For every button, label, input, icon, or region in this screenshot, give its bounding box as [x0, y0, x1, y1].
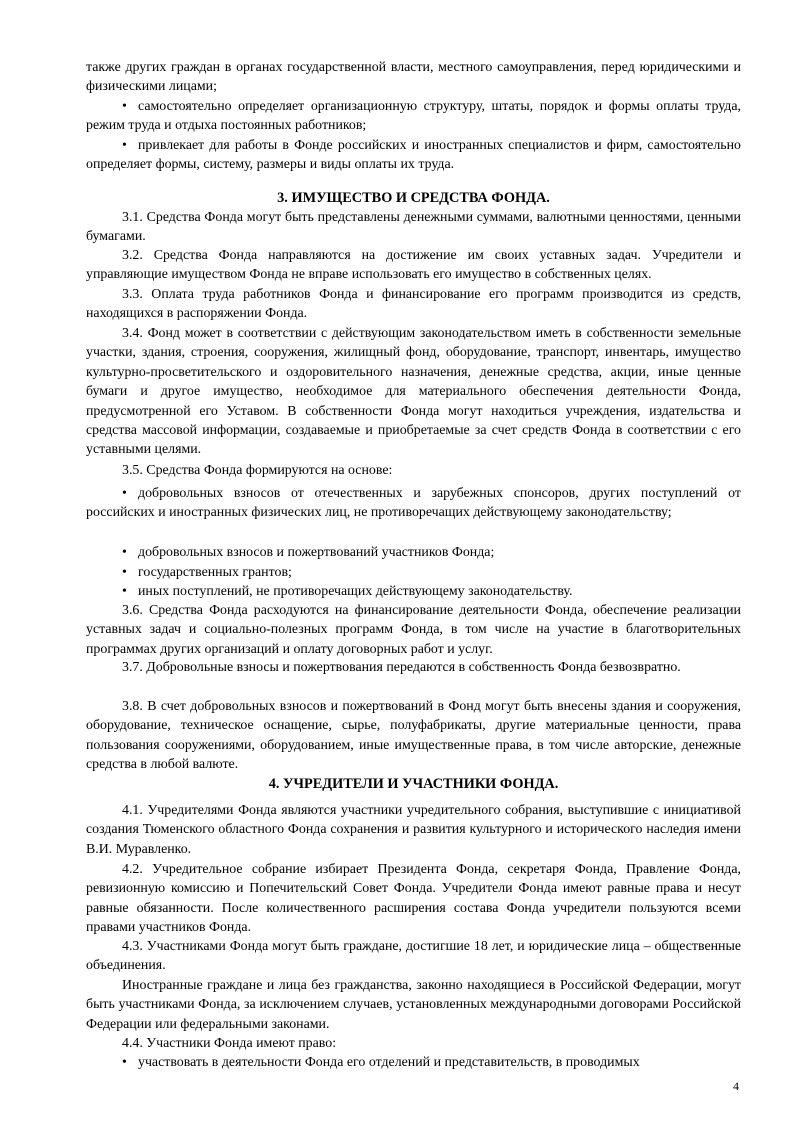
bullet-text: самостоятельно определяет организационную структуру, штаты, порядок и формы оплаты труда, режим труда и отдыха постоянных работников; [86, 99, 741, 134]
paragraph-4-4: 4.4. Участники Фонда имеют право: [122, 1036, 337, 1051]
bullet-marker: • [122, 584, 127, 599]
paragraph-4-2: 4.2. Учредительное собрание избирает Президента Фонда, секретаря Фонда, Правление Фонда, ревизионную комиссию и Попечительский Совет Фонда. Учредители Фонда имеют равные права и несут равные обязанности. После количественного расширения состава Фонда учредители пользуются всеми правами участников Фонда. [86, 862, 741, 936]
paragraph-3-5: 3.5. Средства Фонда формируются на основе: [122, 463, 393, 478]
paragraph-3-4: 3.4. Фонд может в соответствии с действующим законодательством иметь в собственности земельные участки, здания, строения, сооружения, жилищный фонд, оборудование, транспорт, инвентарь, имущество культурно-просветительского и оздоровительного назначения, денежные средства, акции, иные ценные бумаги и другое имущество, необходимое для материального обеспечения деятельности Фонда, предусмотренной его Уставом. В собственности Фонда могут находиться учреждения, издательства и средства массовой информации, создаваемые и приобретаемые за счет средств Фонда в соответствии с его уставными целями. [86, 326, 741, 458]
page-number: 4 [733, 1079, 739, 1093]
bullet-item [86, 136, 741, 175]
bullet-item [86, 97, 741, 136]
paragraph-4-3: 4.3. Участниками Фонда могут быть граждане, достигшие 18 лет, и юридические лица – общественные объединения. [86, 939, 741, 974]
bullet-item [86, 563, 741, 582]
bullet-item [86, 484, 741, 523]
bullet-marker: • [122, 1055, 127, 1070]
bullet-text: иных поступлений, не противоречащих действующему законодательству. [138, 584, 573, 599]
bullet-text: добровольных взносов от отечественных и зарубежных спонсоров, других поступлений от российских и иностранных физических лиц, не противоречащих действующему законодательству; [86, 486, 741, 521]
bullet-text: привлекает для работы в Фонде российских и иностранных специалистов и фирм, самостоятельно определяет формы, систему, размеры и виды оплаты их труда. [86, 138, 741, 173]
bullet-marker: • [122, 138, 127, 153]
bullet-item [86, 582, 741, 601]
paragraph-3-1: 3.1. Средства Фонда могут быть представлены денежными суммами, валютными ценностями, ценными бумагами. [86, 210, 741, 245]
section-heading-3: 3. ИМУЩЕСТВО И СРЕДСТВА ФОНДА. [277, 190, 550, 206]
bullet-text: добровольных взносов и пожертвований участников Фонда; [138, 545, 495, 560]
bullet-marker: • [122, 486, 127, 501]
paragraph-3-3: 3.3. Оплата труда работников Фонда и финансирование его программ производится из средств, находящихся в распоряжении Фонда. [86, 287, 741, 322]
paragraph-4-1: 4.1. Учредителями Фонда являются участники учредительного собрания, выступившие с инициативой создания Тюменского областного Фонда сохранения и развития культурного и исторического наследия имени В.И. Муравленко. [86, 803, 741, 857]
bullet-item [86, 543, 741, 562]
paragraph-continuation: также других граждан в органах государственной власти, местного самоуправления, перед юридическими и физическими лицами; [86, 60, 741, 95]
bullet-text: участвовать в деятельности Фонда его отделений и представительств, в проводимых [138, 1055, 640, 1070]
paragraph-3-2: 3.2. Средства Фонда направляются на достижение им своих уставных задач. Учредители и управляющие имуществом Фонда не вправе использовать его имущество в собственных целях. [86, 248, 741, 283]
paragraph-3-7: 3.7. Добровольные взносы и пожертвования передаются в собственность Фонда безвозвратно. [122, 660, 681, 675]
bullet-item [86, 1053, 741, 1072]
paragraph-3-6: 3.6. Средства Фонда расходуются на финансирование деятельности Фонда, обеспечение реализации уставных задач и социально-полезных программ Фонда, в том числе на участие в благотворительных программах других организаций и оплату договорных работ и услуг. [86, 603, 741, 657]
paragraph-3-8: 3.8. В счет добровольных взносов и пожертвований в Фонд могут быть внесены здания и сооружения, оборудование, техническое оснащение, сырье, полуфабрикаты, другие материальные ценности, права пользования сооружениями, оборудованием, иные имущественные права, в том числе авторские, денежные средства в любой валюте. [86, 699, 741, 773]
paragraph-foreign-citizens: Иностранные граждане и лица без гражданства, законно находящиеся в Российской Федерации, могут быть участниками Фонда, за исключением случаев, установленных международными договорами Российской Федерации или федеральными законами. [86, 978, 741, 1032]
bullet-marker: • [122, 99, 127, 114]
bullet-text: государственных грантов; [138, 565, 292, 580]
section-heading-4: 4. УЧРЕДИТЕЛИ И УЧАСТНИКИ ФОНДА. [268, 776, 559, 792]
bullet-marker: • [122, 545, 127, 560]
bullet-marker: • [122, 565, 127, 580]
